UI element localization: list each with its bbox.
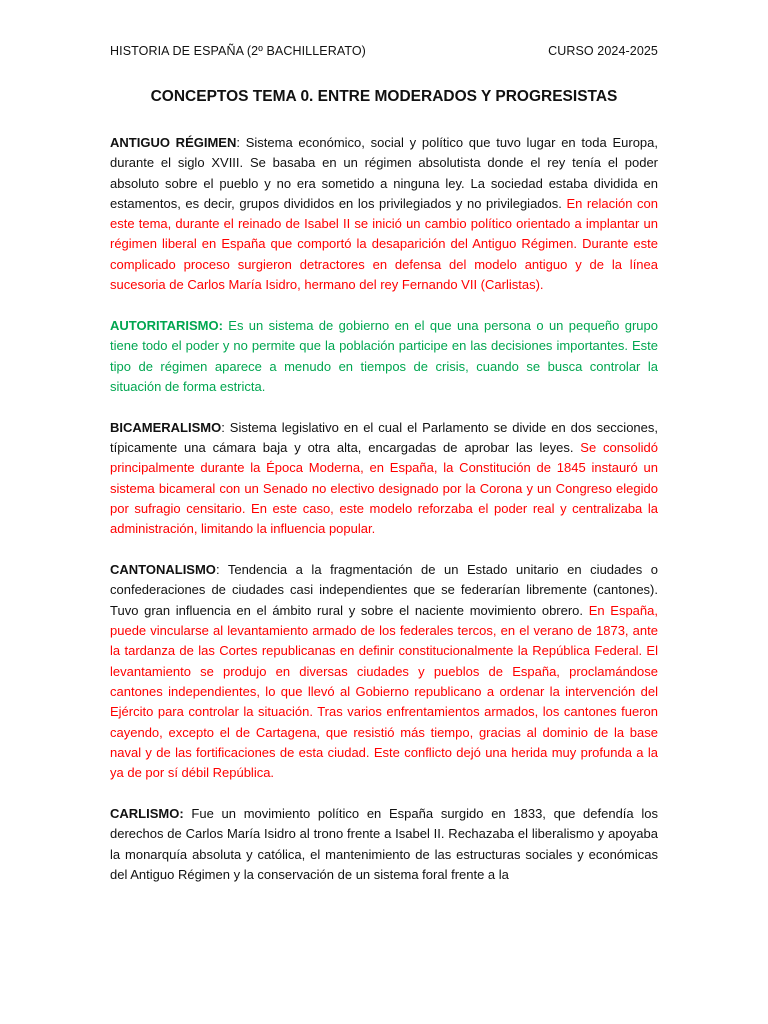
page-title: CONCEPTOS TEMA 0. ENTRE MODERADOS Y PROGRESISTAS bbox=[150, 88, 618, 105]
concept-spain-context: En relación con este tema, durante el reinado de Isabel II se inició un cambio político orientado a implantar un régimen liberal en España que comportó la desaparición del Antiguo Régimen. Durante este complicado proceso surgieron detractores en defensa del modelo antiguo y de la línea sucesoria de Carlos María Isidro, hermano del rey Fernando VII (Carlistas). bbox=[110, 195, 658, 293]
concept-definition: : Sistema económico, social y político que tuvo lugar en toda Europa, durante el siglo XVIII. Se basaba en un régimen absolutista donde el rey tenía el poder absoluto sobre el pueblo y no era sometido a ninguna ley. La sociedad estaba dividida en estamentos, es decir, grupos divididos en los privilegiados y no privilegiados. bbox=[110, 135, 658, 211]
concept-spain-context: En España, puede vincularse al levantamiento armado de los federales tercos, en el verano de 1873, ante la tardanza de las Cortes republicanas en definir constitucionalmente la República Federal. El levantamiento se produjo en diversas ciudades y pueblos de España, proclamándose cantones independientes, lo que llevó al Gobierno republicano a ordenar la intervención del Ejército para controlar la situación. Tras varios enfrentamientos armados, los cantones fueron cayendo, excepto el de Cartagena, que resistió más tiempo, gracias al dominio de la base naval y de las fortificaciones de esta ciudad. Este conflicto dejó una herida muy profunda a la ya de por sí débil República. bbox=[110, 602, 658, 781]
concept-cantonalismo bbox=[110, 560, 658, 783]
concept-term: CANTONALISMO bbox=[110, 562, 216, 578]
concept-definition: : Tendencia a la fragmentación de un Estado unitario en ciudades o confederaciones de ciudades casi independientes que se federarían libremente (cantones). Tuvo gran influencia en el ámbito rural y sobre el naciente movimiento obrero. bbox=[110, 562, 658, 618]
concepts-list bbox=[110, 133, 658, 906]
concept-term: BICAMERALISMO bbox=[110, 419, 222, 435]
concept-term: ANTIGUO RÉGIMEN bbox=[110, 135, 237, 150]
page-header bbox=[110, 43, 658, 59]
concept-carlismo bbox=[110, 804, 658, 885]
concept-term: AUTORITARISMO: bbox=[110, 317, 223, 333]
concept-definition: Fue un movimiento político en España surgido en 1833, que defendía los derechos de Carlos María Isidro al trono frente a Isabel II. Rechazaba el liberalismo y apoyaba la monarquía absoluta y católica, el mantenimiento de las estructuras sociales y económicas del Antiguo Régimen y la conservación de un sistema foral frente a la bbox=[110, 805, 658, 882]
concept-antiguo-regimen bbox=[110, 133, 658, 295]
header-course-name: HISTORIA DE ESPAÑA (2º BACHILLERATO) bbox=[110, 44, 366, 58]
header-school-year: CURSO 2024-2025 bbox=[548, 44, 658, 58]
concept-definition: : Sistema legislativo en el cual el Parlamento se divide en dos secciones, típicamente una cámara baja y otra alta, encargadas de aprobar las leyes. bbox=[110, 419, 658, 456]
concept-spain-context: Se consolidó principalmente durante la Época Moderna, en España, la Constitución de 1845 instauró un sistema bicameral con un Senado no electivo designado por la Corona y un Congreso elegido por sufragio censitario. En este caso, este modelo reforzaba el poder real y centralizaba la administración, limitando la influencia popular. bbox=[110, 440, 658, 537]
concept-definition: Es un sistema de gobierno en el que una persona o un pequeño grupo tiene todo el poder y no permite que la población participe en las decisiones importantes. Este tipo de régimen aparece a menudo en tiempos de crisis, cuando se busca controlar la situación de forma estricta. bbox=[110, 317, 658, 394]
concept-autoritarismo bbox=[110, 316, 658, 397]
concept-term: CARLISMO: bbox=[110, 805, 184, 821]
concept-bicameralismo bbox=[110, 418, 658, 540]
